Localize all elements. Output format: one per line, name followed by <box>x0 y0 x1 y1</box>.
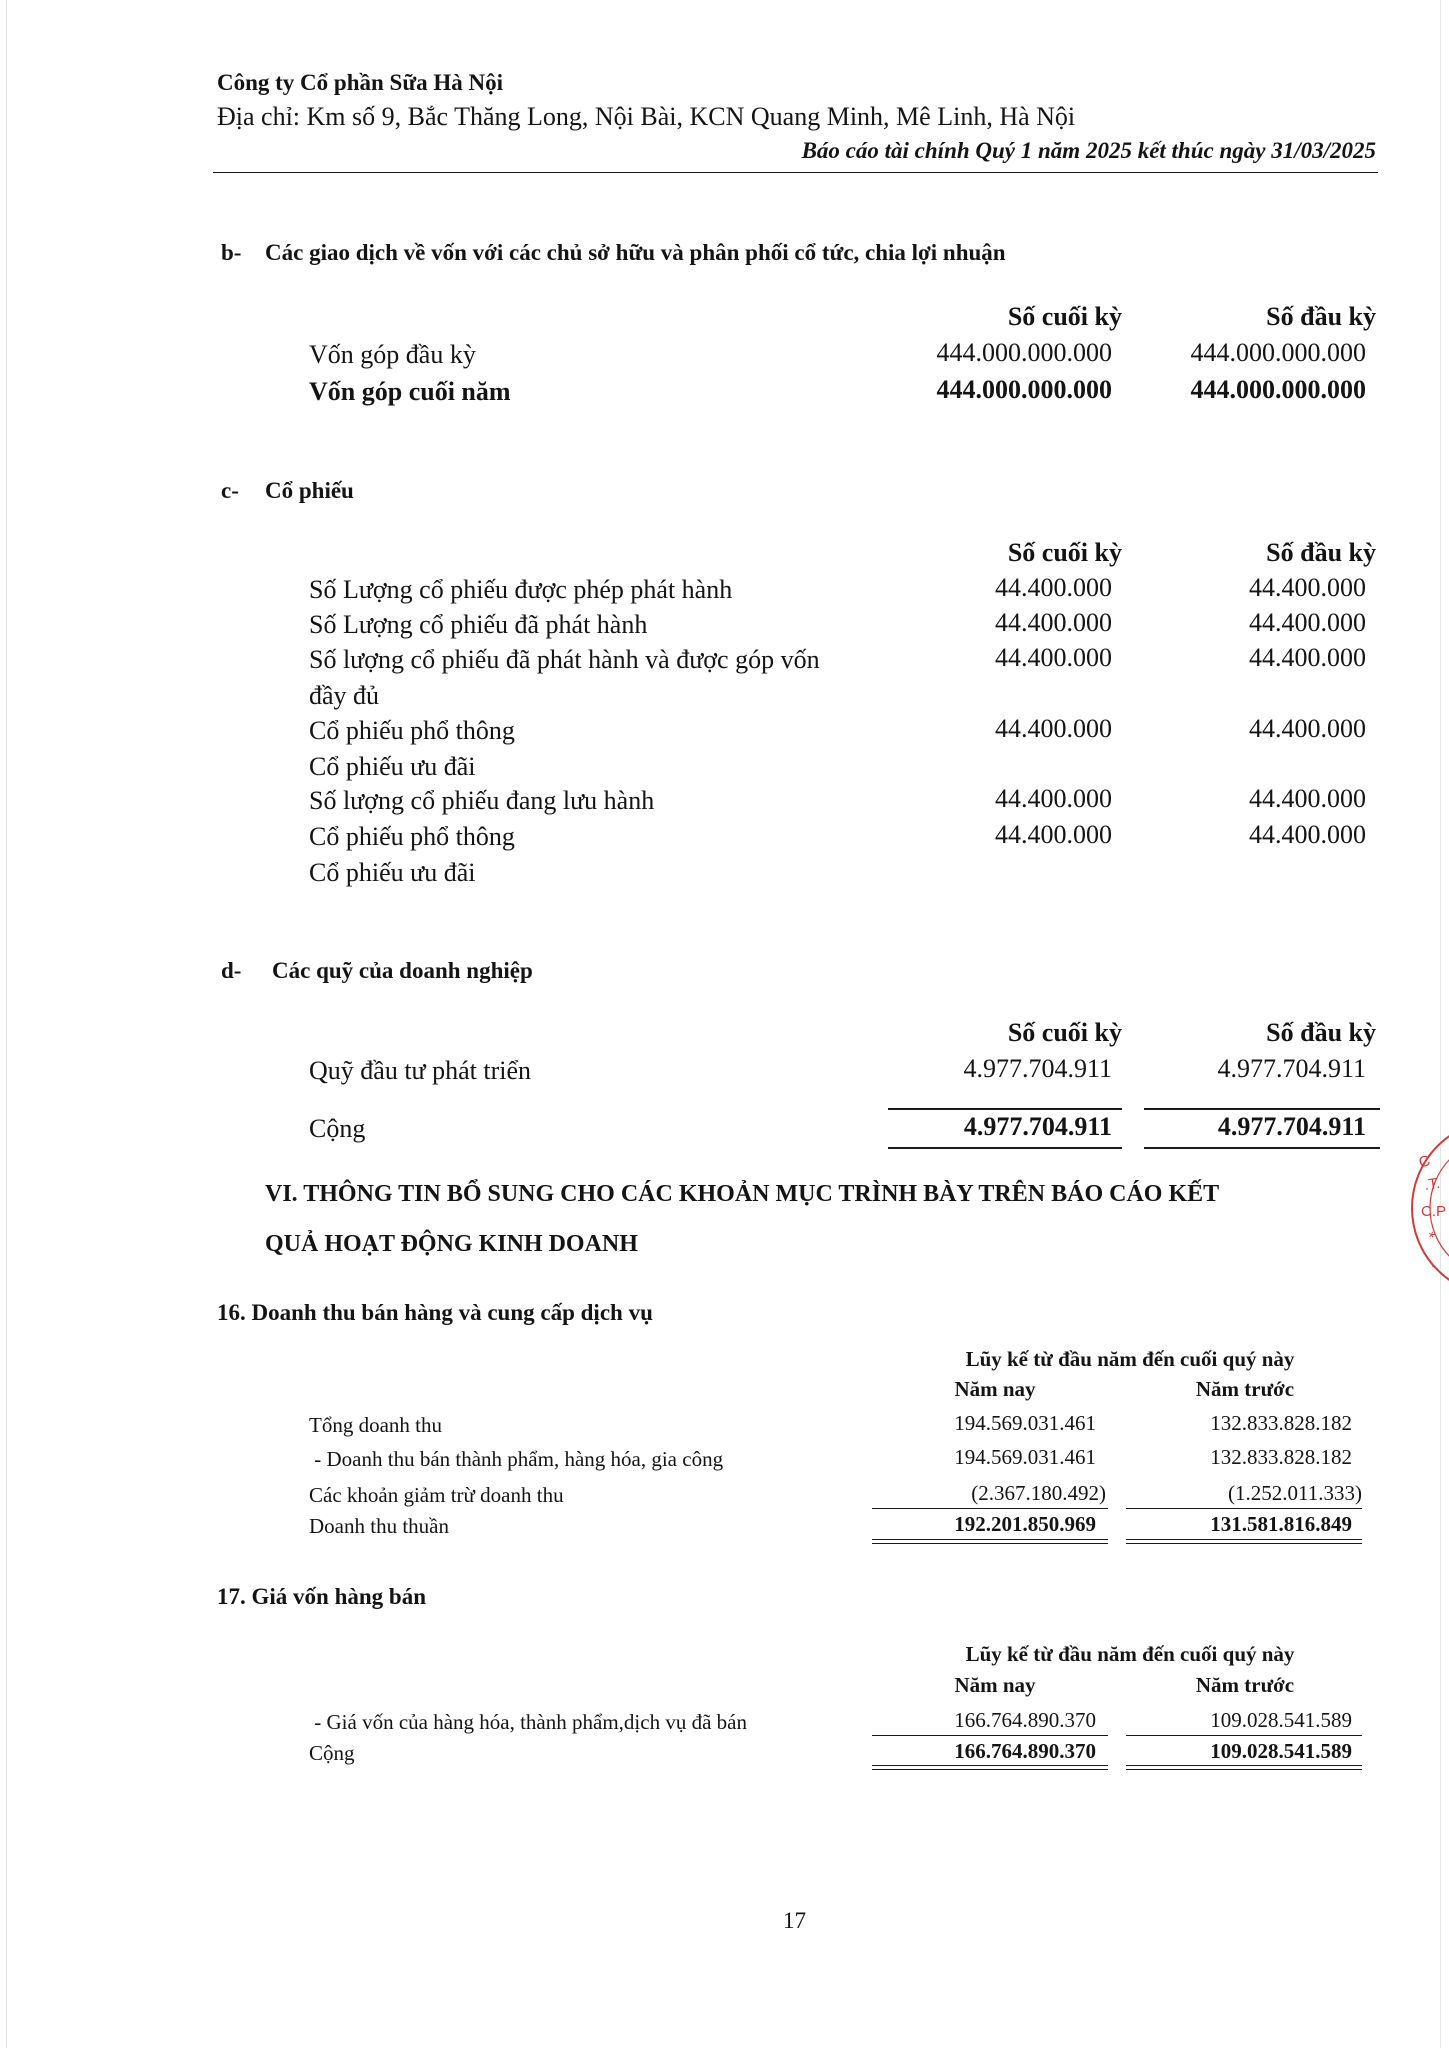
section-c-row-label: Cổ phiếu phổ thông <box>309 822 515 851</box>
note16-row-label: Tổng doanh thu <box>309 1413 442 1437</box>
section-c-row-begin: 44.400.000 <box>1249 820 1366 849</box>
note16-col-current: Năm nay <box>954 1377 1036 1401</box>
section-d-total-label: Cộng <box>309 1114 366 1143</box>
section-d-total-underline-end <box>888 1147 1122 1149</box>
section-c-row-label: Cổ phiếu ưu đãi <box>309 752 476 781</box>
note17-total-rule-current <box>872 1735 1108 1736</box>
note16-total-current: 192.201.850.969 <box>954 1512 1096 1536</box>
section-c-marker: c- <box>221 478 239 503</box>
note16-total-double-rule-current <box>872 1539 1108 1544</box>
section-d-col-end: Số cuối kỳ <box>1007 1018 1122 1047</box>
note17-row-label: - Giá vốn của hàng hóa, thành phẩm,dịch vụ đã bán <box>309 1710 747 1734</box>
note17-row-current: 166.764.890.370 <box>954 1708 1096 1732</box>
section-d-row-begin: 4.977.704.911 <box>1217 1054 1366 1083</box>
section-d-row-end: 4.977.704.911 <box>963 1054 1112 1083</box>
section-c-row-begin: 44.400.000 <box>1249 784 1366 813</box>
note16-total-rule-current <box>872 1508 1108 1509</box>
section-c-row-end: 44.400.000 <box>995 784 1112 813</box>
section-c-row-label: Số lượng cổ phiếu đang lưu hành <box>309 786 655 815</box>
header-rule <box>213 172 1378 173</box>
section-d-total-underline-begin <box>1144 1147 1380 1149</box>
section-vi-title-line1: VI. THÔNG TIN BỔ SUNG CHO CÁC KHOẢN MỤC TRÌNH BÀY TRÊN BÁO CÁO KẾT <box>265 1181 1220 1207</box>
note16-total-prior: 131.581.816.849 <box>1210 1512 1352 1536</box>
section-d-marker: d- <box>221 958 242 983</box>
section-b-row-begin: 444.000.000.000 <box>1190 375 1366 404</box>
svg-text:C.P: C.P <box>1421 1203 1447 1220</box>
section-b-row-begin: 444.000.000.000 <box>1190 338 1366 367</box>
section-c-row-end: 44.400.000 <box>995 714 1112 743</box>
section-b-col-begin: Số đầu kỳ <box>1266 302 1376 331</box>
note16-row-current: 194.569.031.461 <box>954 1445 1096 1469</box>
note17-total-rule-prior <box>1126 1735 1362 1736</box>
svg-text:.T.: .T. <box>1423 1174 1442 1194</box>
company-seal-stamp <box>1405 1108 1449 1308</box>
section-c-row-begin: 44.400.000 <box>1249 573 1366 602</box>
section-d-total-rule-end <box>888 1108 1122 1110</box>
section-d-total-end: 4.977.704.911 <box>963 1112 1112 1141</box>
svg-text:C: C <box>1416 1152 1433 1172</box>
note16-row-label: Các khoản giảm trừ doanh thu <box>309 1483 564 1507</box>
section-d-total-rule-begin <box>1144 1108 1380 1110</box>
section-c-row-begin: 44.400.000 <box>1249 714 1366 743</box>
section-c-row-end: 44.400.000 <box>995 643 1112 672</box>
section-c-row-begin: 44.400.000 <box>1249 643 1366 672</box>
section-c-col-end: Số cuối kỳ <box>1007 538 1122 567</box>
note17-period: Lũy kế từ đầu năm đến cuối quý này <box>965 1642 1295 1666</box>
note16-period: Lũy kế từ đầu năm đến cuối quý này <box>965 1347 1295 1371</box>
section-b-col-end: Số cuối kỳ <box>1007 302 1122 331</box>
section-b-marker: b- <box>221 240 242 265</box>
note17-col-prior: Năm trước <box>1195 1673 1295 1697</box>
section-d-title: Các quỹ của doanh nghiệp <box>272 958 533 983</box>
note17-row-prior: 109.028.541.589 <box>1210 1708 1352 1732</box>
note17-total-current: 166.764.890.370 <box>954 1739 1096 1763</box>
svg-text:*: * <box>1426 1229 1436 1248</box>
report-period: Báo cáo tài chính Quý 1 năm 2025 kết thúc ngày 31/03/2025 <box>801 138 1376 163</box>
section-c-row-end: 44.400.000 <box>995 573 1112 602</box>
section-c-row-label-cont: đầy đủ <box>309 681 380 710</box>
section-c-row-begin: 44.400.000 <box>1249 608 1366 637</box>
section-c-row-label: Cổ phiếu phổ thông <box>309 716 515 745</box>
section-c-col-begin: Số đầu kỳ <box>1266 538 1376 567</box>
section-b-row-end: 444.000.000.000 <box>936 338 1112 367</box>
note17-total-prior: 109.028.541.589 <box>1210 1739 1352 1763</box>
note17-col-current: Năm nay <box>954 1673 1036 1697</box>
note16-total-label: Doanh thu thuần <box>309 1514 449 1538</box>
note17-total-double-rule-current <box>872 1765 1108 1770</box>
note16-col-prior: Năm trước <box>1195 1377 1295 1401</box>
section-d-total-begin: 4.977.704.911 <box>1217 1112 1366 1141</box>
section-b-row-label: Vốn góp cuối năm <box>309 377 511 406</box>
note16-total-rule-prior <box>1126 1508 1362 1509</box>
section-b-title: Các giao dịch về vốn với các chủ sở hữu và phân phối cổ tức, chia lợi nhuận <box>265 240 1006 265</box>
note16-row-label: - Doanh thu bán thành phẩm, hàng hóa, gia công <box>309 1447 724 1471</box>
section-c-row-label: Cổ phiếu ưu đãi <box>309 858 476 887</box>
note16-total-double-rule-prior <box>1126 1539 1362 1544</box>
note16-row-prior: (1.252.011.333) <box>1228 1481 1362 1505</box>
note16-title: 16. Doanh thu bán hàng và cung cấp dịch vụ <box>217 1300 653 1325</box>
section-b-row-end: 444.000.000.000 <box>936 375 1112 404</box>
section-d-row-label: Quỹ đầu tư phát triển <box>309 1056 532 1085</box>
section-b-row-label: Vốn góp đầu kỳ <box>309 340 476 369</box>
page-edge-left <box>6 0 7 2048</box>
note16-row-prior: 132.833.828.182 <box>1210 1445 1352 1469</box>
section-c-row-end: 44.400.000 <box>995 820 1112 849</box>
page-number: 17 <box>783 1908 806 1933</box>
note17-total-double-rule-prior <box>1126 1765 1362 1770</box>
note16-row-current: 194.569.031.461 <box>954 1411 1096 1435</box>
section-c-row-label: Số lượng cổ phiếu đã phát hành và được góp vốn <box>309 645 820 674</box>
section-vi-title-line2: QUẢ HOẠT ĐỘNG KINH DOANH <box>265 1231 638 1257</box>
note16-row-current: (2.367.180.492) <box>971 1481 1106 1505</box>
section-c-row-end: 44.400.000 <box>995 608 1112 637</box>
section-c-row-label: Số Lượng cổ phiếu đã phát hành <box>309 610 648 639</box>
note16-row-prior: 132.833.828.182 <box>1210 1411 1352 1435</box>
company-name: Công ty Cổ phần Sữa Hà Nội <box>217 70 504 95</box>
section-c-title: Cổ phiếu <box>265 478 354 503</box>
section-d-col-begin: Số đầu kỳ <box>1266 1018 1376 1047</box>
page-edge-right <box>1440 0 1441 2048</box>
note17-total-label: Cộng <box>309 1741 355 1765</box>
company-address: Địa chỉ: Km số 9, Bắc Thăng Long, Nội Bài, KCN Quang Minh, Mê Linh, Hà Nội <box>217 102 1076 131</box>
svg-text:.: . <box>1429 1255 1440 1271</box>
section-c-row-label: Số Lượng cổ phiếu được phép phát hành <box>309 575 733 604</box>
note17-title: 17. Giá vốn hàng bán <box>217 1584 426 1609</box>
